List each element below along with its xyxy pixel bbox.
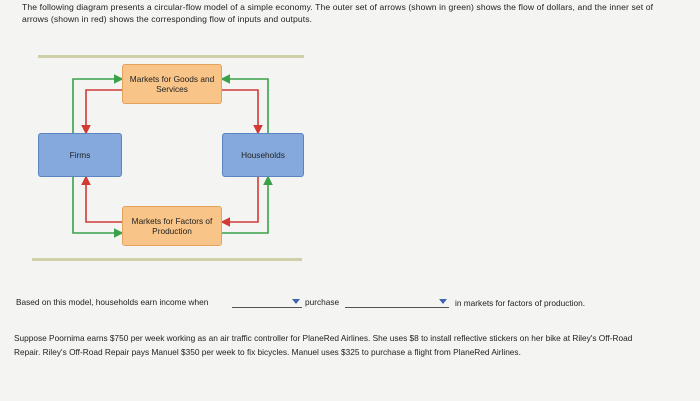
red-arrow-factors-to-firms bbox=[86, 177, 122, 222]
scenario-text: Suppose Poornima earns $750 per week working as an air traffic controller for PlaneRed Airlines. She uses $8 to install reflective stickers on her bike at Riley's Off-Road Repair. Riley's Off-Road Repair pays Manuel $350 per week to fix bicycles. Manuel uses $325 to purchase a flight from PlaneRed Airlines. bbox=[14, 333, 633, 357]
chevron-down-icon[interactable] bbox=[439, 299, 447, 304]
red-arrow-goods-to-households bbox=[222, 90, 258, 133]
green-arrow-firms-to-goods bbox=[73, 79, 122, 133]
red-arrow-households-to-factors bbox=[222, 177, 258, 222]
firms-box: Firms bbox=[38, 133, 122, 177]
green-arrow-factors-to-households bbox=[222, 177, 268, 233]
question-prefix: Based on this model, households earn income when bbox=[16, 297, 209, 307]
households-box: Households bbox=[222, 133, 304, 177]
green-arrow-households-to-goods bbox=[222, 79, 268, 133]
red-arrow-goods-to-firms bbox=[86, 90, 122, 133]
green-arrow-firms-to-factors bbox=[73, 177, 122, 233]
dropdown-purchase[interactable] bbox=[345, 307, 449, 308]
dropdown-earner[interactable] bbox=[232, 307, 302, 308]
chevron-down-icon[interactable] bbox=[292, 299, 300, 304]
question-suffix: in markets for factors of production. bbox=[455, 298, 586, 308]
intro-text: The following diagram presents a circular-flow model of a simple economy. The outer set of arrows (shown in green) shows the flow of dollars, and the inner set of arrows (shown in red) shows the corresponding flow of inputs and outputs. bbox=[22, 2, 654, 24]
factors-production-market-box: Markets for Factors of Production bbox=[122, 206, 222, 246]
question-middle: purchase bbox=[305, 297, 340, 307]
goods-services-market-box: Markets for Goods and Services bbox=[122, 64, 222, 104]
